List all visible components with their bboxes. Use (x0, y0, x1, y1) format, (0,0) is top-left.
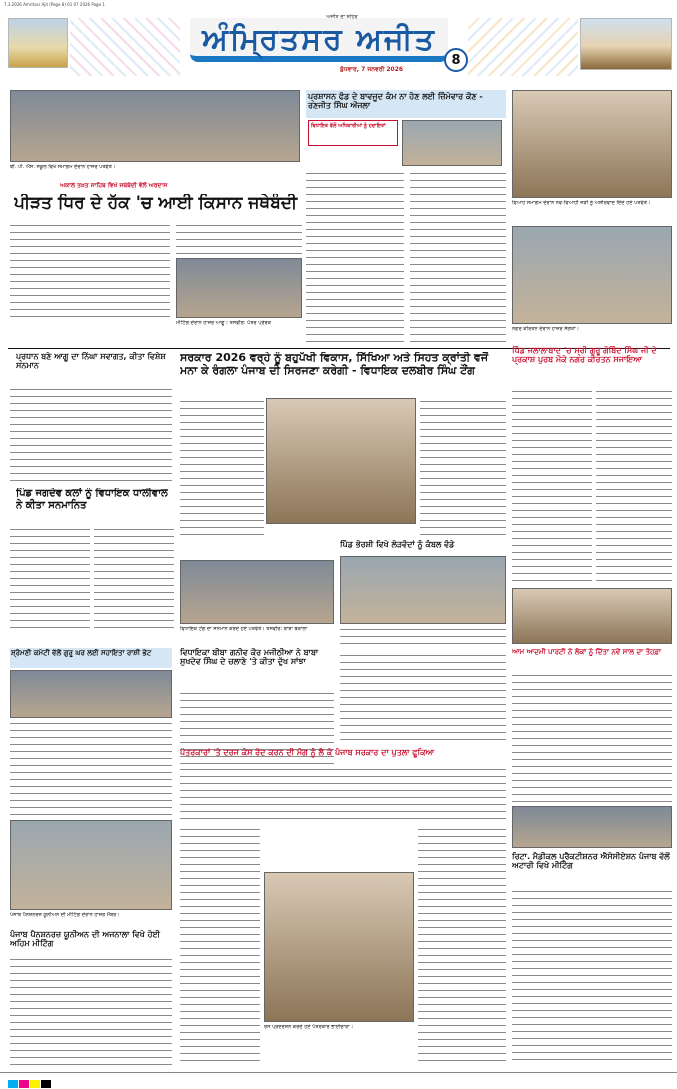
story-b1-caption: ਮੀਟਿੰਗ ਦੌਰਾਨ ਹਾਜ਼ਰ ਆਗੂ। ਤਸਵੀਰ: ਪੱਤਰ ਪ੍ਰੇਰਕ (176, 320, 272, 326)
masthead-subtitle: ਅਜੀਤ ਦਾ ਸ਼ਹਿਰ (326, 14, 358, 20)
story-g3-headline: ਰਿਟਾ. ਮੈਡੀਕਲ ਪ੍ਰੈਕਟੀਸ਼ਨਰ ਐਸੋਸੀਏਸ਼ਨ ਪੰਜਾਬ ਵੱਲੋਂ ਅਟਾਰੀ ਵਿਖੇ ਮੀਟਿੰਗ (512, 852, 670, 871)
print-color-bar (0, 1072, 677, 1089)
masthead-pattern-left (70, 18, 180, 76)
felicitation-photo (180, 560, 334, 624)
story-g2-caption: ਰੋਸ ਪ੍ਰਦਰਸ਼ਨ ਕਰਦੇ ਹੋਏ ਪੱਤਰਕਾਰ ਭਾਈਚਾਰਾ। (264, 1024, 354, 1030)
committee-donation-photo (10, 670, 172, 718)
story-f2-headline: ਪੱਤਰਕਾਰਾਂ 'ਤੇ ਦਰਜ ਕੇਸ ਰੱਦ ਕਰਨ ਦੀ ਮੰਗ ਨੂੰ ਲੈ ਕੇ ਪੰਜਾਬ ਸਰਕਾਰ ਦਾ ਪੁਤਲਾ ਫੂਕਿਆ (180, 748, 435, 757)
heritage-building-photo (580, 18, 672, 70)
story-d1-body (10, 526, 90, 630)
magenta-swatch (19, 1080, 29, 1088)
black-swatch (41, 1080, 51, 1088)
story-a2-body (306, 170, 404, 348)
story-c2-body (180, 398, 264, 538)
story-a1-body-2 (176, 222, 302, 256)
story-g1-body (10, 956, 172, 1066)
mla-portrait-photo (402, 120, 502, 166)
story-f2-body-3 (418, 826, 506, 1066)
story-d3-body (340, 626, 506, 650)
story-c1-headline: ਪ੍ਰਧਾਨ ਬਣੇ ਆਗੂ ਦਾ ਨਿੱਘਾ ਸਵਾਗਤ, ਕੀਤਾ ਵਿਸ਼ੇਸ਼ ਸਨਮਾਨ (16, 352, 166, 371)
blanket-distribution-photo (340, 556, 506, 624)
story-a2-kicker: ਵਿਧਾਇਕ ਵੱਲੋਂ ਅਧਿਕਾਰੀਆਂ ਨੂੰ ਹਦਾਇਤਾਂ (308, 120, 398, 146)
story-f1-caption: ਪੰਜਾਬ ਪੈਨਸ਼ਨਰਜ਼ ਯੂਨੀਅਨ ਦੀ ਮੀਟਿੰਗ ਦੌਰਾਨ ਹਾਜ਼ਰ ਮੈਂਬਰ। (10, 912, 120, 918)
print-info-strip: 7.3.2026 Amritsar Ajit (Page 8) 01 07 2026 Page 1 (4, 2, 105, 7)
story-c3-body-2 (596, 388, 672, 584)
story-d1-headline: ਪਿੰਡ ਜਗਦੇਵ ਕਲਾਂ ਨੂੰ ਵਿਧਾਇਕ ਧਾਲੀਵਾਲ ਨੇ ਕੀਤਾ ਸਨਮਾਨਿਤ (16, 488, 168, 511)
story-d1-body-2 (94, 526, 174, 630)
masthead-title: ਅੰਮ੍ਰਿਤਸਰ ਅਜੀਤ (202, 22, 436, 57)
story-e2-headline: ਵਿਧਾਇਕਾ ਬੀਬਾ ਗਨੀਵ ਕੌਰ ਮਜੀਠੀਆ ਨੇ ਬਾਬਾ ਸੁਖਦੇਵ ਸਿੰਘ ਦੇ ਚਲਾਣੇ 'ਤੇ ਕੀਤਾ ਦੁੱਖ ਸਾਂਝਾ (180, 648, 319, 667)
story-c3-body (512, 388, 592, 584)
nagar-kirtan-photo (512, 226, 672, 324)
story-a1-caption: ਬੀ. ਪੀ. ਐਸ. ਸਕੂਲ ਵਿਖੇ ਸਮਾਗਮ ਦੌਰਾਨ ਹਾਜ਼ਰ ਪਤਵੰਤੇ। (10, 164, 116, 170)
story-e3-headline: ਆਮ ਆਦਮੀ ਪਾਰਟੀ ਨੇ ਲੋਕਾਂ ਨੂੰ ਦਿੱਤਾ ਨਵੇਂ ਸਾਲ ਦਾ ਤੋਹਫ਼ਾ (512, 648, 661, 656)
story-f2-body (180, 766, 506, 822)
story-g3-body (512, 888, 672, 1066)
story-d3-body-2 (340, 652, 506, 744)
masthead-date: ਬੁੱਧਵਾਰ, 7 ਜਨਵਰੀ 2026 (340, 66, 404, 73)
story-f2-body-2 (180, 826, 260, 1066)
story-a1-body (10, 222, 170, 322)
story-c2-headline: ਸਰਕਾਰ 2026 ਵਰ੍ਹੇ ਨੂੰ ਬਹੁਪੱਖੀ ਵਿਕਾਸ, ਸਿੱਖਿਆ ਅਤੇ ਸਿਹਤ ਕ੍ਰਾਂਤੀ ਵਜੋਂ ਮਨਾ ਕੇ ਰੰਗਲਾ ਪੰਜਾਬ ਦੀ ਸਿਰਜਣਾ ਕਰੇਗੀ - ਵਿਧਾਇਕ ਦਲਬੀਰ ਸਿੰਘ ਟੌਂਗ (180, 352, 489, 377)
cyan-swatch (8, 1080, 18, 1088)
masthead-pattern-right (468, 18, 578, 76)
yellow-swatch (30, 1080, 40, 1088)
story-e1-body (10, 720, 172, 816)
golden-temple-photo (8, 18, 68, 68)
story-c3-headline: ਪਿੰਡ ਜਲਾਲਾਬਾਦ 'ਚ ਸ੍ਰੀ ਗੁਰੂ ਗੋਬਿੰਦ ਸਿੰਘ ਜੀ ਦੇ ਪ੍ਰਕਾਸ਼ ਪੁਰਬ ਮੌਕੇ ਨਗਰ ਕੀਰਤਨ ਸਜਾਇਆ (512, 346, 657, 365)
page-number-badge: 8 (444, 48, 468, 72)
meeting-photo (176, 258, 302, 318)
pensioners-meeting-photo (10, 820, 172, 910)
party-workers-photo (512, 806, 672, 848)
story-a2-headline: ਪ੍ਰਸ਼ਾਸਨ ਫੰਡ ਦੇ ਬਾਵਜੂਦ ਕੰਮ ਨਾ ਹੋਣ ਲਈ ਜ਼ਿੰਮੇਵਾਰ ਕੌਣ - ਰਣਜੀਤ ਸਿੰਘ ਔਜਲਾ (306, 90, 506, 118)
story-a2-body-2 (410, 170, 506, 348)
story-d2-caption: ਵਿਧਾਇਕ ਟੌਂਗ ਦਾ ਸਨਮਾਨ ਕਰਦੇ ਹੋਏ ਪਤਵੰਤੇ। ਤਸਵੀਰ: ਬਾਬਾ ਬਕਾਲਾ (180, 626, 308, 632)
story-a3-caption: ਵਿਆਹ ਸਮਾਗਮ ਦੌਰਾਨ ਨਵ-ਵਿਆਹੀ ਜੋੜੀ ਨੂੰ ਅਸ਼ੀਰਵਾਦ ਦਿੰਦੇ ਹੋਏ ਪਤਵੰਤੇ। (512, 200, 651, 206)
story-g1-headline: ਪੰਜਾਬ ਪੈਨਸ਼ਨਰਜ਼ ਯੂਨੀਅਨ ਦੀ ਅਜਨਾਲਾ ਵਿਖੇ ਹੋਈ ਅਹਿਮ ਮੀਟਿੰਗ (10, 930, 160, 949)
story-e3-body (512, 672, 672, 804)
story-c2-body-2 (420, 398, 506, 538)
story-b3-caption: ਨਗਰ ਕੀਰਤਨ ਦੌਰਾਨ ਹਾਜ਼ਰ ਸੰਗਤਾਂ। (512, 326, 580, 332)
story-a1-headline: ਪੀੜਤ ਧਿਰ ਦੇ ਹੱਕ 'ਚ ਆਈ ਕਿਸਾਨ ਜਥੇਬੰਦੀ (14, 194, 298, 213)
procession-photo (512, 588, 672, 644)
story-e1-headline: ਸ਼੍ਰੋਮਣੀ ਕਮੇਟੀ ਵੱਲੋਂ ਗੁਰੂ ਘਰ ਲਈ ਸਹਾਇਤਾ ਰਾਸ਼ੀ ਭੇਟ (10, 648, 172, 668)
story-c1-body (10, 386, 172, 482)
wedding-photo (512, 90, 672, 198)
school-event-photo (10, 90, 300, 162)
protest-photo (264, 872, 414, 1022)
story-a1-kicker: ਅਕਾਲ ਤਖ਼ਤ ਸਾਹਿਬ ਵਿਖੇ ਜਥੇਬੰਦੀ ਵੱਲੋਂ ਅਰਦਾਸ (60, 182, 168, 189)
story-d3-headline: ਪਿੰਡ ਭੋਰਸ਼ੀ ਵਿਖੇ ਲੋੜਵੰਦਾਂ ਨੂੰ ਕੰਬਲ ਵੰਡੇ (340, 540, 455, 549)
mla-honour-photo (266, 398, 416, 524)
